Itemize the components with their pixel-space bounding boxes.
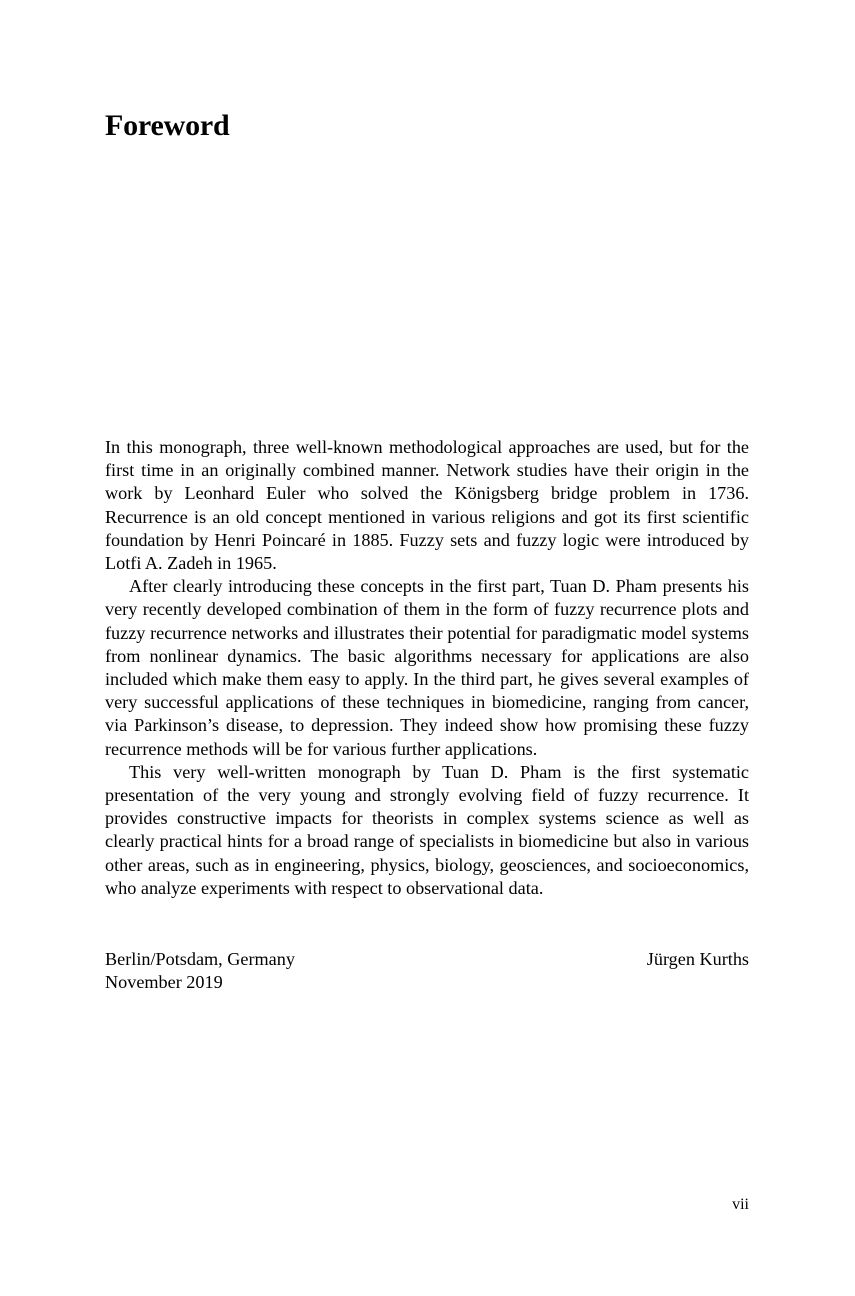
signature-date: November 2019 [105,972,223,993]
paragraph-3: This very well-written monograph by Tuan D. Pham is the first systematic presentation of the very young and strongly evolving field of fuzzy recurrence. It provides constructive impacts for theorists in complex systems science as well as clearly practical hints for a broad range of specialists in biomedicine but also in various other areas, such as in engineering, physics, biology, geosciences, and socioeconomics, who analyze experiments with respect to observational data. [105,761,749,898]
signature-row [105,948,749,971]
signature-place: Berlin/Potsdam, Germany [105,949,295,969]
signature-author: Jürgen Kurths [646,949,749,969]
paragraph-2: After clearly introducing these concepts in the first part, Tuan D. Pham presents his very recently developed combination of them in the form of fuzzy recurrence plots and fuzzy recurrence networks and illustrates their potential for paradigmatic model systems from nonlinear dynamics. The basic algorithms necessary for applications are also included which make them easy to apply. In the third part, he gives several examples of very successful applications of these techniques in biomedicine, ranging from cancer, via Parkinson’s disease, to depression. They indeed show how promising these fuzzy recurrence methods will be for various further applications. [105,576,749,759]
paragraph-1: In this monograph, three well-known methodological approaches are used, but for the first time in an originally combined manner. Network studies have their origin in the work by Leonhard Euler who solved the Königsberg bridge problem in 1736. Recurrence is an old concept mentioned in various religions and got its first scientific foundation by Henri Poincaré in 1885. Fuzzy sets and fuzzy logic were introduced by Lotfi A. Zadeh in 1965. [105,437,749,574]
chapter-title: Foreword [105,109,230,142]
signature-block [105,948,749,994]
page-number: vii [732,1196,749,1213]
foreword-body [105,436,749,900]
